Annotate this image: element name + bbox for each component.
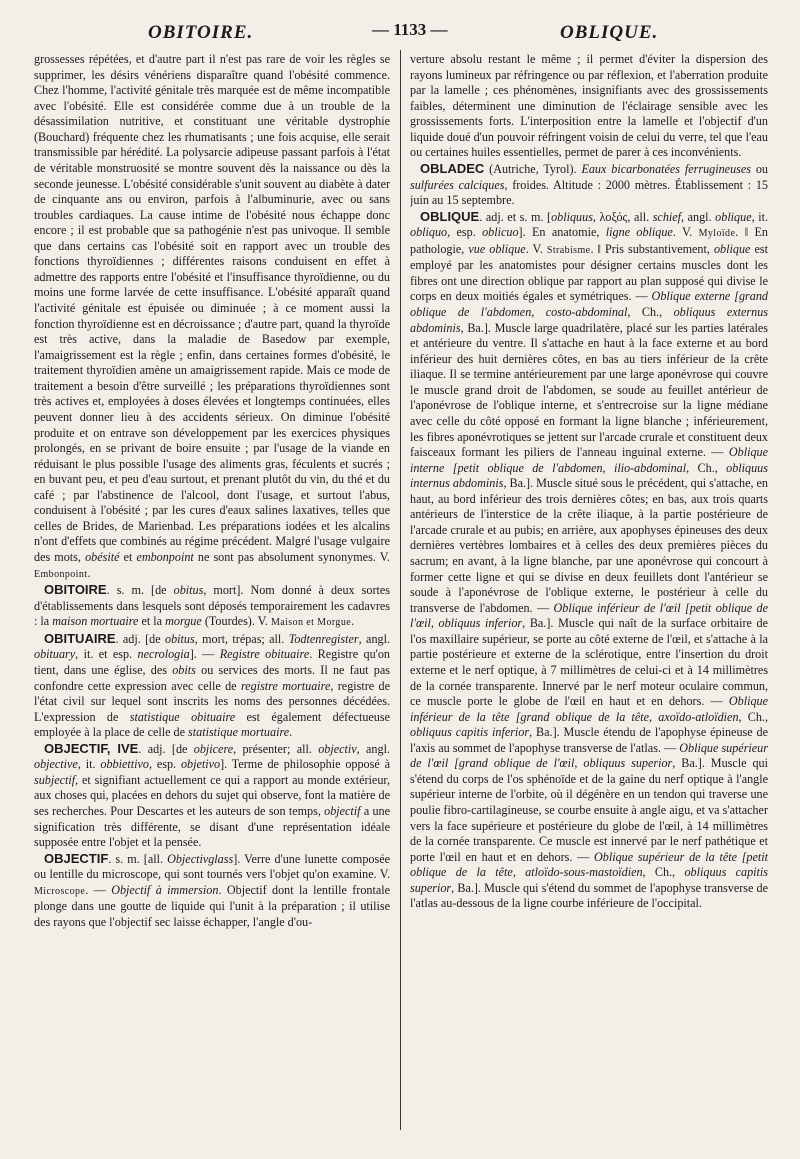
headword-obladec: OBLADEC <box>420 160 485 176</box>
right-column <box>410 52 768 1137</box>
subentry-oblique-interne: Oblique interne [petit oblique de l'abdomen, ilio-abdominal <box>410 445 768 475</box>
headword-oblique: OBLIQUE <box>420 208 480 224</box>
entry-objectif-continuation: verture absolu restant le même ; il permet d'éviter la dispersion des rayons lumineux par réfringence ou par réflexion, et l'aberration produite par la lamelle ; ces phénomènes, insignifiants avec des grossissements faibles, déterminent une diminution de l'éclairage sensible avec les grossissements forts. L'interposition entre la lamelle et l'objectif d'un liquide doué d'un pouvoir réfringent voisin de celui du verre, tel que l'eau ou certaines huiles essentielles, permet de parer à ces inconvénients. <box>410 52 768 160</box>
subentry-oblique-superieur-oeil: Oblique supérieur de l'œil [grand oblique de l'œil, <box>410 740 768 771</box>
entry-obladec: OBLADEC (Autriche, Tyrol). Eaux bicarbonatées ferrugineuses ou sulfurées calciques, froides. Altitude : 2000 mètres. Établissement : 15 juin au 15 septembre. <box>410 160 768 208</box>
entry-obituaire: OBITUAIRE. adj. [de obitus, mort, trépas; all. Todtenregister, angl. obituary, it. et esp. necrologia]. — Registre obituaire. Registre qu'on tient, dans une église, des obits ou services des morts. Il ne faut pas confondre cette expression avec celle de registre mortuaire, registre de l'état civil sur lequel sont inscrits les noms des personnes décédées. L'expression de statistique obituaire est également défectueuse employée à la place de celle de statistique mortuaire. <box>34 630 390 740</box>
header-left-word: OBITOIRE. <box>148 22 254 43</box>
headword-objectif-adj: OBJECTIF, IVE <box>44 740 139 756</box>
header-right-word: OBLIQUE. <box>560 22 659 43</box>
headword-objectif-noun: OBJECTIF <box>44 850 109 866</box>
left-column <box>34 52 390 1137</box>
subentry-oblique-superieur-tete: Oblique supérieur de la tête [petit oblique de la tête, atloïdo-sous-mastoïdien <box>410 849 768 880</box>
page-header <box>0 10 800 43</box>
column-divider <box>400 50 401 1130</box>
entry-objectif-noun: OBJECTIF. s. m. [all. Objectivglass]. Verre d'une lunette composée ou lentille du microscope, qui sont tournés vers l'objet qu'on examine. V. Microscope. — Objectif à immersion. Objectif dont la lentille frontale plonge dans une goutte de liquide qui l'unit à la préparation ; il utilise des rayons que l'objectif sec laisse échapper, l'angle d'ou- <box>34 850 390 929</box>
headword-obitoire: OBITOIRE <box>44 582 107 598</box>
subentry-oblique-inferieur-tete: Oblique inférieur de la tête [grand oblique de la tête, axoïdo-atloïdien <box>410 694 768 724</box>
entry-obesite-continuation: grossesses répétées, et d'autre part il n'est pas rare de voir les règles se supprimer, les désirs vénériens disparaître quand l'obésité commence. Chez l'homme, l'activité génitale très marquée est de même incompatible avec l'obésité. Elle est considérée comme due à un trouble de la désassimilation nutritive, et constituant une véritable dystrophie (Bouchard) fréquente chez les rhumatisants ; une fois acquise, elle serait transmissible par hérédité. La polysarcie adipeuse passant parfois à l'état de véritable monstruosité se montre souvent dès la naissance ou dès la seconde jeunesse. L'obésité considérable s'unit souvent au diabète à dater de cinquante ans ou environ, parfois à l'albuminurie, avec ou sans troubles cardiaques. La cause intime de l'obésité nous échappe donc encore ; il est probable que sa pathogénie n'est pas univoque. Il semble que dans certains cas l'obésité soit en rapport avec un trouble des fonctions thyroïdiennes ; différentes raisons conduisent en effet à admettre des rapports entre l'obésité et l'insuffisance thyroïdienne, ou du moins une forme larvée de cette insuffisance. L'obésité apparaît quand l'activité génitale est épuisée ou diminuée ; à ce moment aussi la fonction thyroïdienne est en décroissance ; d'autre part, quand la thyroïde est très active, dans la maladie de Basedow par exemple, l'amaigrissement est la règle ; enfin, dans certaines formes d'obésité, le traitement thyroïdien amène un amaigrissement rapide. Mais ce mode de traitement a besoin d'être surveillé ; les préparations thyroïdiennes sont très actives et, employées à doses élevées et longtemps continuées, elles peuvent donner lieu à des accidents sérieux. On diminue l'obésité produite et on entrave son développement par les exercices physiques prolongés, en se privant de boire ensuite ; par l'usage de la viande en réduisant le plus possible l'usage des aliments gras, féculents et sucrés ; en buvant peu, et peu d'eau surtout, et prenant plutôt du vin, du thé et du café ; par l'abstinence de l'alcool, dont l'usage, et surtout l'abus, conduisent à l'obésité ; par les cures d'eaux salines laxatives, telles que celles de Brides, de Marienbad. Les préparations iodées et les alcalins n'ont d'effets que combinés au régime précédent. Malgré l'usage vulgaire des mots, obésité et embonpoint ne sont pas absolument synonymes. V. Embonpoint. <box>34 52 390 580</box>
subentry-oblique-externe: Oblique externe [grand oblique de l'abdomen, costo-abdominal <box>410 289 768 319</box>
entry-oblique: OBLIQUE. adj. et s. m. [obliquus, λοξός, all. schief, angl. oblique, it. obliquo, esp. oblicuo]. En anatomie, ligne oblique. V. Myloïde. ‖ En pathologie, vue oblique. V. Strabisme. ‖ Pris substantivement, oblique est employé par les anatomistes pour désigner certains muscles dont les fibres ont une direction oblique par rapport au plan supposé qui divise le corps en deux moitiés égales et symétriques. — Oblique externe [grand oblique de l'abdomen, costo-abdominal, Ch., obliquus externus abdominis, Ba.]. Muscle large quadrilatère, placé sur les parties latérales et antérieure du ventre. Il s'attache en haut à la face externe et au bord inférieur des huit dernières côtes, en bas au tiers inférieur de la crête iliaque. Il se termine antérieurement par une large aponévrose qui couvre le muscle grand droit de l'abdomen, se soude au feuillet antérieur de l'aponévrose de l'oblique interne, et s'entrecroise sur la ligne médiane avec celle du côté opposé en formant la ligne blanche ; inférieurement, les fibres aponévrotiques se jettent sur l'arcade crurale et constituent deux faisceaux formant les piliers de l'anneau inguinal externe. — Oblique interne [petit oblique de l'abdomen, ilio-abdominal, Ch., obliquus internus abdominis, Ba.]. Muscle situé sous le précédent, qui s'attache, en haut, au bord inférieur des trois dernières côtes; en bas, aux trois quarts antérieurs de l'interstice de la crête iliaque, à la partie postérieure de l'arcade crurale et au pubis; en arrière, aux apophyses épineuses des deux dernières vertèbres lombaires et à celles des deux premières pièces du sacrum; en avant, à la ligne blanche, par une aponévrose qui concourt à former cette ligne et qui se divise en deux feuillets dont l'antérieur se soude à l'aponévrose de l'oblique externe, le postérieur à celle du transverse de l'abdomen. — Oblique inférieur de l'œil [petit oblique de l'œil, obliquus inferior, Ba.]. Muscle qui naît de la surface orbitaire de l'os maxillaire supérieur, se porte au côté externe de l'œil, et s'attache à la partie postérieure et externe de la sclérotique, entre l'insertion du droit externe et le nerf optique, à 7 millimètres de celui-ci et à 14 millimètres de la cornée transparente. Innervé par le nerf moteur oculaire commun, ce muscle porte le globe de l'œil en haut et en dehors. — Oblique inférieur de la tête [grand oblique de la tête, axoïdo-atloïdien, Ch., obliquus capitis inferior, Ba.]. Muscle étendu de l'apophyse épineuse de l'axis au sommet de l'apophyse transverse de l'atlas. — Oblique supérieur de l'œil [grand oblique de l'œil, obliquus superior, Ba.]. Muscle qui s'étend du corps de l'os sphénoïde et de la gaine du nerf optique à l'angle supérieur interne de l'orbite, où il dégénère en un tendon qui traverse une poulie fibro-cartilagineuse, se courbe ensuite à angle aigu, et va s'attacher vers la face supérieure et postérieure du globe de l'œil, à 14 millimètres de la cornée transparente. Ce muscle est innervé par le nerf pathétique et porte l'œil en haut et en dehors. — Oblique supérieur de la tête [petit oblique de la tête, atloïdo-sous-mastoïdien, Ch., obliquus capitis superior, Ba.]. Muscle qui s'étend du sommet de l'apophyse transverse de l'atlas au-dessous de la ligne courbe inférieure de l'occipital. <box>410 208 768 911</box>
entry-objectif-adj: OBJECTIF, IVE. adj. [de objicere, présenter; all. objectiv, angl. objective, it. obbiettivo, esp. objetivo]. Terme de philosophie opposé à subjectif, et signifiant actuellement ce qui a rapport au monde extérieur, aux choses qui, placées en dehors du sujet qui observe, font la matière de ses recherches. Pour Descartes et les auteurs de son temps, objectif a une signification très différente, se disant d'une représentation idéale supposée entre l'objet et la pensée. <box>34 740 390 850</box>
page-number: — 1133 — <box>372 20 448 39</box>
headword-obituaire: OBITUAIRE <box>44 630 116 646</box>
entry-obitoire: OBITOIRE. s. m. [de obitus, mort]. Nom donné à deux sortes d'établissements dans lesquels sont déposés temporairement les cadavres : la maison mortuaire et la morgue (Tourdes). V. Maison et Morgue. <box>34 582 390 629</box>
subentry-oblique-inferieur-oeil: Oblique inférieur de l'œil [petit oblique de l'œil, <box>410 600 768 631</box>
